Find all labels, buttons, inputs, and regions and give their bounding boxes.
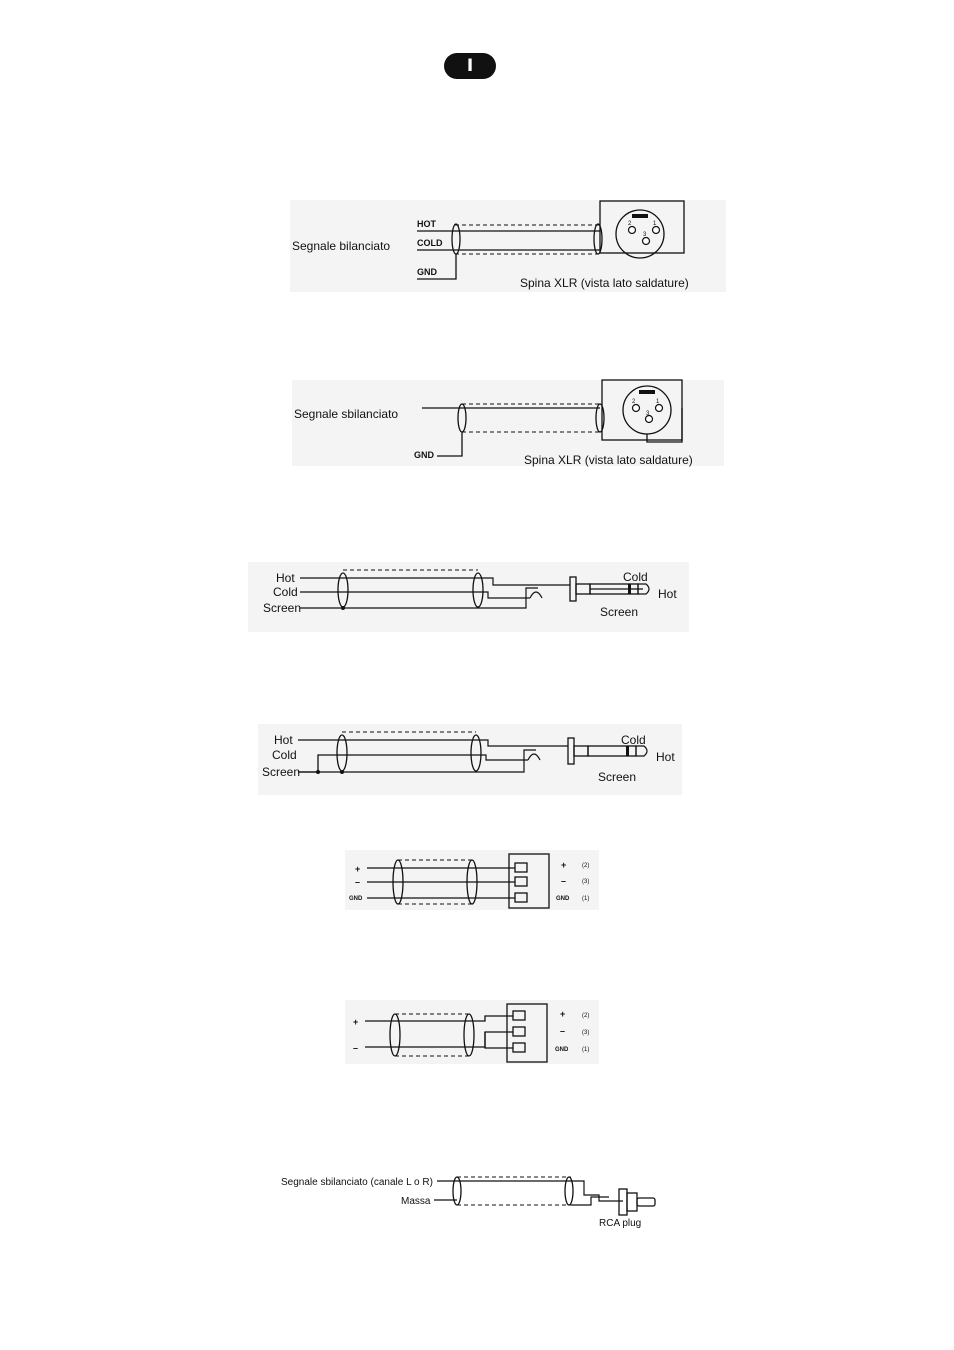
minus-label: – [355, 877, 361, 887]
cold-label: Cold [272, 748, 297, 762]
pin-minus-label: – [560, 1026, 566, 1036]
pin-gnd-label: GND [556, 896, 570, 902]
pin-minus-label: – [561, 876, 567, 886]
hot-label: HOT [417, 219, 436, 229]
shield-junction [340, 770, 344, 774]
gnd-label: GND [414, 450, 434, 460]
plus-label: + [355, 864, 361, 874]
pin-1-label: 1 [653, 221, 657, 227]
pin-3-label: 3 [643, 232, 647, 238]
pin-plus-number: (2) [582, 863, 590, 869]
pin-2-label: 2 [628, 221, 632, 227]
xlr-pin-3 [643, 238, 650, 245]
diagram-background [258, 724, 682, 795]
hot-label: Hot [276, 571, 295, 585]
pin-3-label: 3 [646, 411, 650, 417]
minus-label: – [353, 1043, 359, 1053]
xlr-balanced-diagram [290, 196, 730, 296]
language-badge: I [444, 53, 496, 79]
jack-balanced-diagram [248, 560, 693, 635]
xlr-key [639, 390, 655, 394]
ground-label: Massa [401, 1196, 431, 1207]
xlr-pin-1 [653, 227, 660, 234]
tip-label: Hot [658, 587, 677, 601]
xlr-pin-2 [629, 227, 636, 234]
signal-label: Segnale bilanciato [292, 239, 391, 253]
signal-termination [571, 1181, 623, 1201]
ring-label: Cold [621, 733, 646, 747]
cold-label: COLD [417, 238, 443, 248]
rca-caption: RCA plug [599, 1218, 642, 1229]
xlr-caption: Spina XLR (vista lato saldature) [524, 453, 693, 467]
screen-junction [316, 770, 320, 774]
xlr-caption: Spina XLR (vista lato saldature) [520, 276, 689, 290]
pin-plus-label: + [561, 860, 567, 870]
jack-unbalanced-diagram [258, 722, 688, 798]
pin-2-label: 2 [632, 399, 636, 405]
pin-minus-number: (3) [582, 1030, 590, 1036]
xlr-unbalanced-diagram [292, 376, 732, 471]
terminal-unbalanced-diagram [345, 998, 605, 1068]
cold-label: Cold [273, 585, 298, 599]
rca-diagram [279, 1165, 664, 1235]
screen-label: Screen [263, 601, 302, 615]
signal-label: Segnale sbilanciato (canale L o R) [281, 1177, 433, 1188]
rca-collar [619, 1189, 627, 1215]
pin-gnd-label: GND [555, 1047, 569, 1053]
jack-ring-insulator [626, 746, 629, 756]
xlr-pin-2 [633, 405, 640, 412]
sleeve-label: Screen [600, 605, 639, 619]
sleeve-label: Screen [598, 770, 637, 784]
signal-label: Segnale sbilanciato [294, 407, 399, 421]
rca-body [627, 1193, 637, 1211]
pin-gnd-number: (1) [582, 1047, 590, 1053]
pin-1-label: 1 [656, 399, 660, 405]
pin-plus-label: + [560, 1009, 566, 1019]
terminal-balanced-diagram [345, 848, 605, 913]
xlr-pin-1 [656, 405, 663, 412]
pin-gnd-number: (1) [582, 896, 590, 902]
gnd-label: GND [417, 267, 437, 277]
gnd-label: GND [349, 896, 363, 902]
jack-ring-insulator [628, 584, 631, 594]
rca-pin [637, 1198, 655, 1206]
hot-label: Hot [274, 733, 293, 747]
plus-label: + [353, 1017, 359, 1027]
screen-junction [341, 606, 345, 610]
pin-minus-number: (3) [582, 879, 590, 885]
pin-plus-number: (2) [582, 1013, 590, 1019]
xlr-key [632, 214, 648, 218]
screen-label: Screen [262, 765, 301, 779]
ring-label: Cold [623, 570, 648, 584]
tip-label: Hot [656, 750, 675, 764]
